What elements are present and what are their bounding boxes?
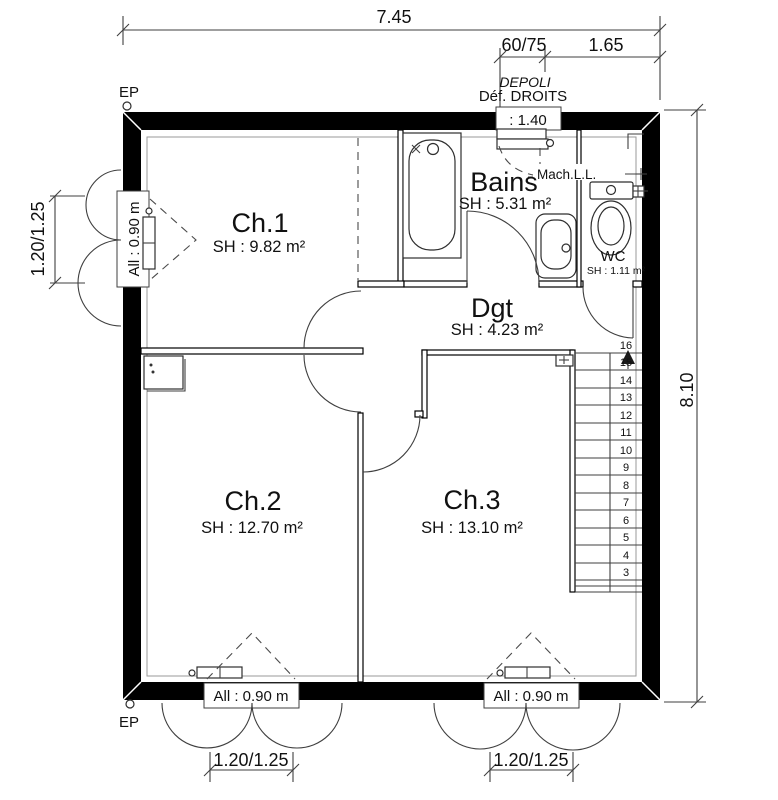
stair-step-number: 13 bbox=[619, 392, 633, 404]
wall-ch1-bains bbox=[398, 130, 403, 283]
wall-ch3-west-jog bbox=[422, 350, 427, 418]
stair-step-number: 5 bbox=[622, 532, 630, 544]
stair-step-number: 6 bbox=[622, 515, 630, 527]
wall-bains-wc bbox=[577, 130, 581, 287]
stair-step-number: 9 bbox=[622, 462, 630, 474]
room-label-ch3: Ch.3 bbox=[443, 485, 501, 515]
doors bbox=[304, 211, 633, 472]
window-bottom-left-label: All : 0.90 m bbox=[213, 688, 289, 705]
dimension-lines bbox=[49, 16, 706, 782]
wall-stairwell-west bbox=[570, 350, 575, 592]
window-top-note: Déf. DROITS bbox=[478, 88, 568, 105]
wall-ch2-ch3 bbox=[358, 413, 363, 682]
dim-top-window: 60/75 bbox=[501, 35, 547, 55]
room-area-wc: SH : 1.11 m² bbox=[586, 265, 646, 277]
machine-label: Mach.L.L. bbox=[537, 167, 597, 182]
stair-step-number: 14 bbox=[619, 375, 633, 387]
door-arc-ch1 bbox=[304, 291, 361, 348]
door-arc-wc bbox=[583, 287, 633, 338]
room-label-dgt: Dgt bbox=[470, 293, 514, 323]
glazing-note: DEPOLI bbox=[499, 74, 551, 90]
room-area-ch2: SH : 12.70 m² bbox=[201, 519, 303, 537]
stair-step-number: 12 bbox=[619, 410, 633, 422]
room-label-ch2: Ch.2 bbox=[224, 486, 282, 516]
door-arc-ch2 bbox=[304, 355, 361, 412]
room-label-bains: Bains bbox=[470, 167, 538, 197]
room-area-ch1: SH : 9.82 m² bbox=[212, 238, 306, 256]
stair-step-number: 16 bbox=[619, 340, 633, 352]
door-arc-ch3 bbox=[363, 415, 420, 472]
stair-step-number: 4 bbox=[622, 550, 630, 562]
room-label-ch1: Ch.1 bbox=[231, 208, 289, 238]
window-top-label: : 1.40 bbox=[509, 112, 547, 129]
bathtub bbox=[403, 133, 461, 258]
dim-total-height: 8.10 bbox=[677, 372, 697, 408]
room-area-bains: SH : 5.31 m² bbox=[458, 195, 552, 213]
ep-label-bottom: EP bbox=[118, 714, 140, 731]
stair-step-number: 11 bbox=[620, 427, 632, 439]
dim-bottom-left-window: 1.20/1.25 bbox=[213, 750, 289, 770]
shutter-arc bbox=[526, 703, 620, 750]
interior-walls bbox=[141, 130, 642, 682]
stair-step-number: 3 bbox=[622, 567, 630, 579]
stair-step-number: 15 bbox=[619, 357, 633, 369]
window-bottom-right-label: All : 0.90 m bbox=[493, 688, 569, 705]
wall-ch1-ch2 bbox=[141, 348, 363, 354]
dim-left-window: 1.20/1.25 bbox=[28, 201, 48, 277]
room-area-dgt: SH : 4.23 m² bbox=[450, 321, 544, 339]
stair-step-number: 8 bbox=[622, 480, 630, 492]
wall-ch3-north bbox=[422, 350, 573, 355]
dim-bottom-right-window: 1.20/1.25 bbox=[493, 750, 569, 770]
room-label-wc: WC bbox=[600, 248, 626, 265]
ep-marker-top bbox=[123, 102, 131, 110]
floor-hatch bbox=[144, 356, 185, 391]
window-left-label: All : 0.90 m bbox=[126, 201, 143, 277]
ep-marker-bottom bbox=[126, 700, 134, 708]
ep-label-top: EP bbox=[118, 84, 140, 101]
sink bbox=[536, 214, 576, 278]
ceiling-light-symbol bbox=[556, 355, 573, 366]
wall-wc-south-stub bbox=[633, 281, 642, 287]
stair-step-number: 10 bbox=[619, 445, 633, 457]
room-area-ch3: SH : 13.10 m² bbox=[421, 519, 523, 537]
shutter-arc bbox=[86, 170, 121, 240]
dim-total-width: 7.45 bbox=[376, 7, 412, 27]
dim-top-right: 1.65 bbox=[588, 35, 624, 55]
shutter-arc bbox=[434, 703, 526, 749]
toilet bbox=[590, 182, 633, 255]
staircase bbox=[575, 340, 642, 592]
shutter-arc bbox=[162, 703, 252, 748]
wall-ch3-door-jamb bbox=[415, 411, 423, 417]
wall-dgt-north-a bbox=[358, 281, 404, 287]
wall-dgt-north-b bbox=[404, 281, 467, 287]
door-arc-bains bbox=[467, 211, 539, 283]
stair-step-number: 7 bbox=[622, 497, 630, 509]
window-swing-dashed bbox=[150, 199, 196, 280]
shutter-arc bbox=[252, 703, 342, 748]
